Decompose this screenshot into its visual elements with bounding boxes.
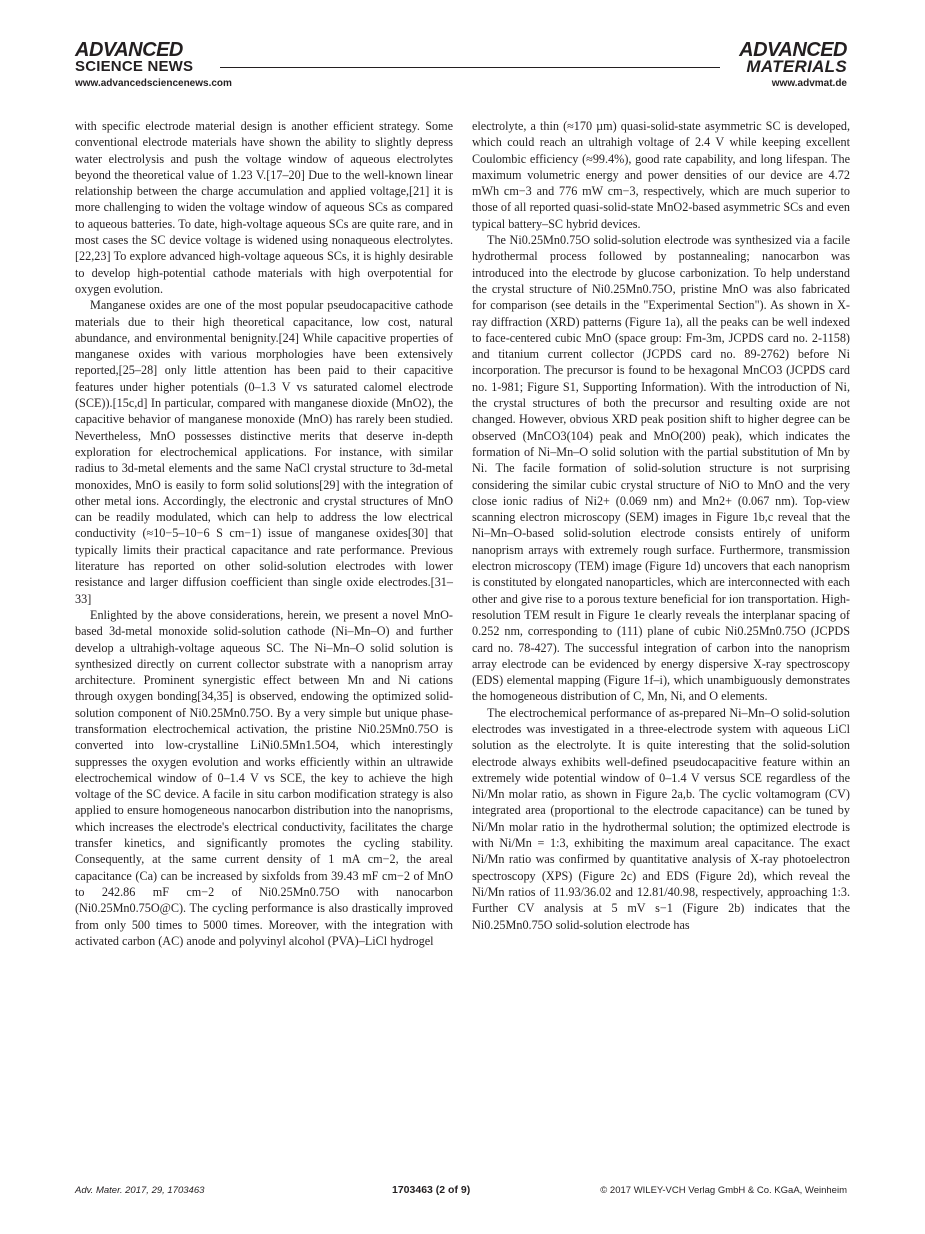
paragraph: with specific electrode material design is another efficient strategy. Some conventional electrode materials have shown the ability to slightly depress water electrolysis and push the voltage window of aqueous electrolytes beyond the theoretical value of 1.23 V.[17–20] Due to the well-known linear relationship between the charge accumulation and applied voltage,[21] it is more challenging to widen the voltage window of aqueous SCs as compared to aqueous batteries. To date, high-voltage aqueous SCs are quite rare, and in most cases the SC device voltage is widened using nonaqueous electrolytes.[22,23] To explore advanced high-voltage aqueous SCs, it is highly desirable to develop high-potential cathode materials with high overpotential for oxygen evolution. <box>75 119 453 296</box>
copyright: © 2017 WILEY-VCH Verlag GmbH & Co. KGaA, Weinheim <box>600 1185 847 1196</box>
paragraph: electrolyte, a thin (≈170 µm) quasi-solid-state asymmetric SC is developed, which could reach an ultrahigh voltage of 2.4 V while keeping excellent Coulombic efficiency (≈99.4%), good rate capability, and long lifespan. The maximum volumetric energy and power densities of our device are 4.72 mWh cm−3 and 776 mW cm−3, respectively, which are much superior to those of all reported quasi-solid-state MnO2-based asymmetric SCs and even typical battery–SC hybrid devices. <box>472 119 850 231</box>
journal-url[interactable]: www.advmat.de <box>771 78 847 89</box>
journal-citation: Adv. Mater. 2017, 29, 1703463 <box>75 1185 205 1196</box>
publisher-url[interactable]: www.advancedsciencenews.com <box>75 78 232 89</box>
advanced-science-news-logo <box>75 40 193 74</box>
logo-subtitle: MATERIALS <box>746 57 847 76</box>
logo-subtitle: SCIENCE NEWS <box>75 58 194 75</box>
advanced-materials-logo <box>739 40 847 75</box>
paragraph: Enlighted by the above considerations, herein, we present a novel MnO-based 3d-metal monoxide solid-solution cathode (Ni–Mn–O) and further develop a ultrahigh-voltage aqueous SC. The Ni–Mn–O solid solution is synthesized directly on current collector substrate with a nanoprism array architecture. Prominent synergistic effect between Mn and Ni cations through oxygen bonding[34,35] is observed, endowing the optimized solid-solution component of Ni0.25Mn0.75O. By a very simple but unique phase-transformation electrochemical activation, the pristine Ni0.25Mn0.75O is converted into low-crystalline LiNi0.5Mn1.5O4, which interestingly suppresses the oxygen evolution and works efficiently within an ultrawide electrochemical window of 0–1.4 V vs SCE, the key to achieve the high voltage of the SC device. A facile in situ carbon modification strategy is also applied to ensure homogeneous nanocarbon distribution into the nanoprisms, which increases the electrode's electrical conductivity, facilitates the charge transfer kinetics, and significantly promotes the cycling stability. Consequently, at the same current density of 1 mA cm−2, the areal capacitance (Ca) can be increased by sixfolds from 39.43 mF cm−2 of MnO to 242.86 mF cm−2 of Ni0.25Mn0.75O with nanocarbon (Ni0.25Mn0.75O@C). The cycling performance is also drastically improved from only 500 times to 5000 times. Moreover, with the integration with activated carbon (AC) anode and polyvinyl alcohol (PVA)–LiCl hydrogel <box>75 607 453 948</box>
paragraph: Manganese oxides are one of the most popular pseudocapacitive cathode materials due to their high theoretical capacitance, low cost, natural abundance, and environmental benignity.[24] While capacitive properties of manganese oxides with various morphologies have been extensively reported,[25–28] only little attention has been paid to their capacitive features under higher potentials (0–1.3 V vs saturated calomel electrode (SCE)).[15c,d] In particular, compared with manganese dioxide (MnO2), the capacitive behavior of manganese monoxide (MnO) has rarely been studied. Nevertheless, MnO possesses distinctive merits that deserve in-depth exploration for electrochemical applications. For instance, with similar radius to 3d-metal elements and the same NaCl crystal structure to 3d-metal monoxides, MnO is easily to form solid solutions[29] with the integration of other metal ions. Accordingly, the electronic and crystal structures of MnO can be readily modulated, which can help to address the low electrical conductivity (≈10−5–10−6 S cm−1) issue of manganese oxides[30] that typically limits their practical capacitance and rate performance. Previous literature has reported on other solid-solution electrodes with lower resistance and larger diffusion coefficient than single oxide electrodes.[31–33] <box>75 298 453 606</box>
paragraph: The Ni0.25Mn0.75O solid-solution electrode was synthesized via a facile hydrothermal process followed by postannealing; nanocarbon was introduced into the electrode by glucose carbonization. To help understand the crystal structure of Ni0.25Mn0.75O, pristine MnO was also fabricated for comparison (see details in the "Experimental Section"). As shown in X-ray diffraction (XRD) patterns (Figure 1a), all the peaks can be well indexed to face-centered cubic MnO (space group: Fm-3m, JCPDS card no. 2-1158) and titanium current collector (JCPDS card no. 89-2762) before Ni incorporation. The precursor is found to be hexagonal MnCO3 (JCPDS card no. 1-981; Figure S1, Supporting Information). With the introduction of Ni, the crystal structures of both the precursor and resulting oxide are not changed. However, obvious XRD peak position shift to higher degree can be observed (MnCO3(104) peak and MnO(200) peak), which indicates the formation of Ni–Mn–O solid solution with the partial substitution of Mn by Ni. The facile formation of solid-solution structure is not surprising considering the similar cubic crystal structure of NiO to MnO and the very close ionic radius of Ni2+ (0.069 nm) and Mn2+ (0.067 nm). Top-view scanning electron microscopy (SEM) images in Figure 1b,c reveal that the Ni–Mn–O-based solid-solution electrode consists entirely of uniform nanoprism arrays with extremely rough surface. Furthermore, transmission electron microscopy (TEM) image (Figure 1d) uncovers that each nanoprism is constituted by elongated nanoparticles, which are interconnected with each other and give rise to a porous texture beneficial for ion transportation. High-resolution TEM result in Figure 1e clearly reveals the interplanar spacing of 0.252 nm, corresponding to (111) plane of cubic Ni0.25Mn0.75O (JCPDS card no. 78-427). The successful integration of carbon into the nanoprism array electrode can be evidenced by energy dispersive X-ray spectroscopy (EDS) elemental mapping (Figure 1f–i), which unambiguously demonstrates the homogeneous distribution of C, Mn, Ni, and O elements. <box>472 233 850 704</box>
page-number: 1703463 (2 of 9) <box>392 1184 471 1196</box>
paragraph: The electrochemical performance of as-prepared Ni–Mn–O solid-solution electrodes was investigated in a three-electrode system with aqueous LiCl solution as the electrolyte. It is quite interesting that the solid-solution electrode always exhibits well-defined pseudocapacitive feature within an extremely wide potential window of 0–1.4 V versus SCE regardless of the Ni/Mn molar ratio, as shown in Figure 2a,b. The cyclic voltamogram (CV) integrated area (proportional to the electrode capacitance) can be tuned by Ni/Mn molar ratio in the hydrothermal solution; the optimized electrode is with Ni/Mn = 1:3, exhibiting the maximum areal capacitance. The exact Ni/Mn ratio was confirmed by quantitative analysis of X-ray photoelectron spectroscopy (XPS) (Figure 2c) and EDS (Figure 2d), which reveal the Ni/Mn ratios of 11.93/36.02 and 12.81/40.98, respectively, approaching 1:3. Further CV analysis at 5 mV s−1 (Figure 2b) indicates that the Ni0.25Mn0.75O solid-solution electrode has <box>472 705 850 932</box>
logo-title: ADVANCED <box>75 39 183 61</box>
logo-title: ADVANCED <box>739 39 847 61</box>
right-text-column <box>472 118 850 933</box>
header-divider <box>220 67 720 68</box>
left-text-column <box>75 118 453 949</box>
